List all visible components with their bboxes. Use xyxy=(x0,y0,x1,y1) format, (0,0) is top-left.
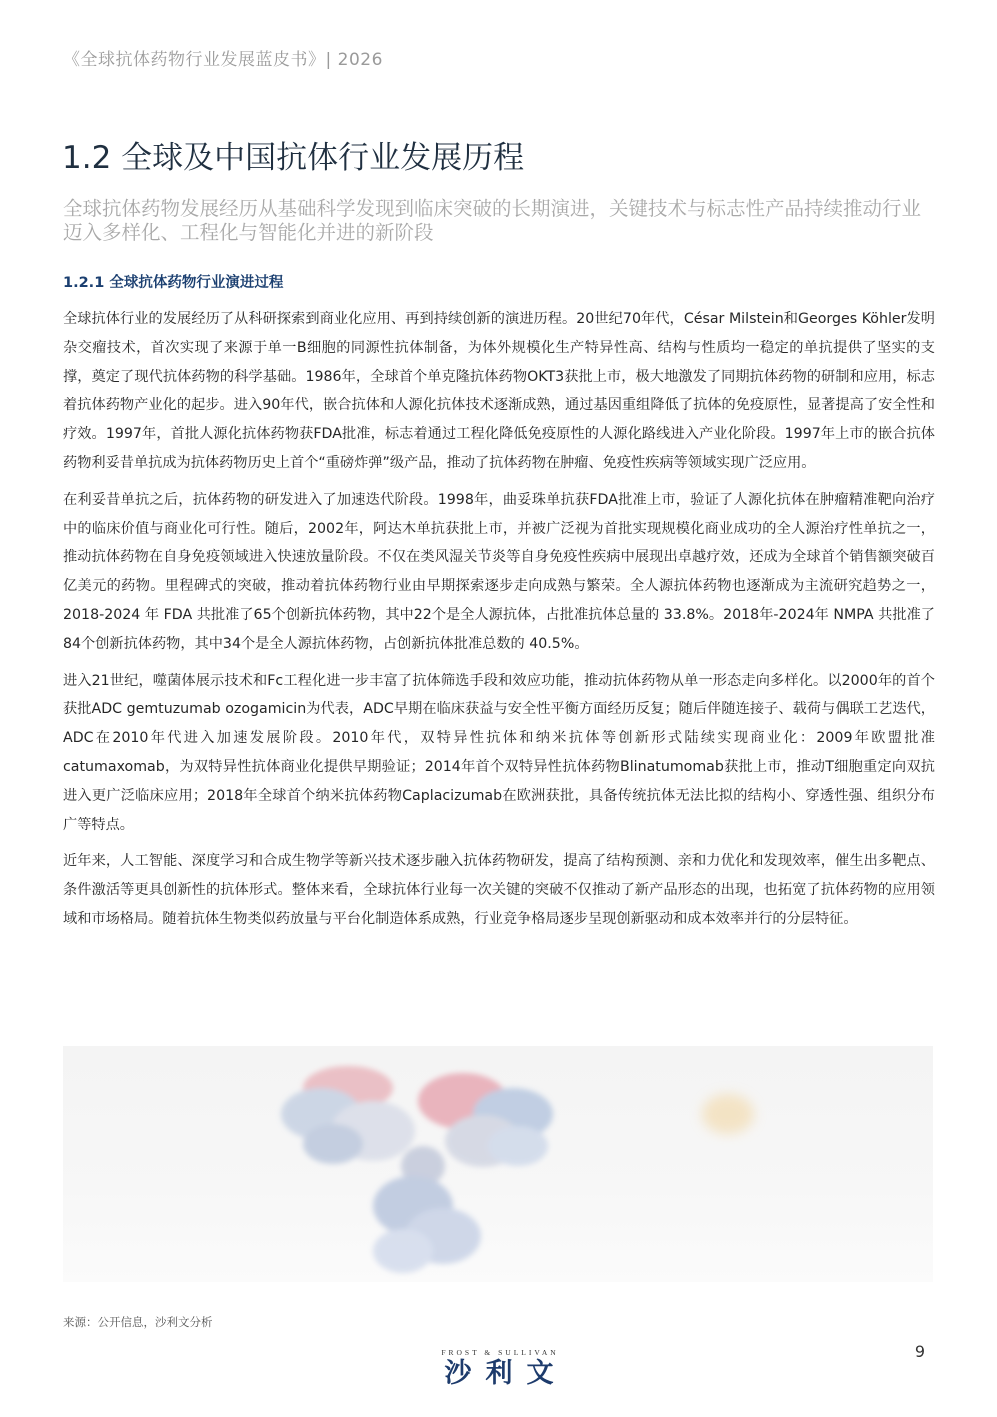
antibody-molecule-image xyxy=(63,1046,933,1282)
antibody-illustration xyxy=(63,1046,933,1282)
subsection-title: 1.2.1 全球抗体药物行业演进过程 xyxy=(63,275,284,291)
paragraph-4: 近年来，人工智能、深度学习和合成生物学等新兴技术逐步融入抗体药物研发，提高了结构预测、亲和力优化和发现效率，催生出多靶点、条件激活等更具创新性的抗体形式。整体来看，全球抗体行业每一次关键的突破不仅推动了新产品形态的出现，也拓宽了抗体药物的应用领域和市场格局。随着抗体生物类似药放量与平台化制造体系成熟，行业竞争格局逐步呈现创新驱动和成本效率并行的分层特征。 xyxy=(63,853,935,927)
figure-source-note: 来源：公开信息，沙利文分析 xyxy=(63,1315,213,1329)
paragraph-2: 在利妥昔单抗之后，抗体药物的研发进入了加速迭代阶段。1998年，曲妥珠单抗获FDA批准上市，验证了人源化抗体在肿瘤精准靶向治疗中的临床价值与商业化可行性。随后，2002年，阿达木单抗获批上市，并被广泛视为首批实现规模化商业成功的全人源治疗性单抗之一，推动抗体药物在自身免疫领域进入快速放量阶段。不仅在类风湿关节炎等自身免疫性疾病中展现出卓越疗效，还成为全球首个销售额突破百亿美元的药物。里程碑式的突破，推动着抗体药物行业由早期探索逐步走向成熟与繁荣。全人源抗体药物也逐渐成为主流研究趋势之一，2018-2024 年 FDA 共批准了65个创新抗体药物，其中22个是全人源抗体，占批准抗体总量的 33.8%。2018年-2024年 NMPA 共批准了84个创新抗体药物，其中34个是全人源抗体药物，占创新抗体批准总数的 40.5%。 xyxy=(63,491,935,652)
body-text xyxy=(63,305,935,942)
section-title: 1.2 全球及中国抗体行业发展历程 xyxy=(62,140,525,176)
paragraph-1: 全球抗体行业的发展经历了从科研探索到商业化应用、再到持续创新的演进历程。20世纪70年代，César Milstein和Georges Köhler发明杂交瘤技术，首次实现了来源于单一B细胞的同源性抗体制备，为体外规模化生产特异性高、结构与性质均一稳定的单抗提供了坚实的支撑，奠定了现代抗体药物的科学基础。1986年，全球首个单克隆抗体药物OKT3获批上市，极大地激发了同期抗体药物的研制和应用，标志着抗体药物产业化的起步。进入90年代，嵌合抗体和人源化抗体技术逐渐成熟，通过基因重组降低了抗体的免疫原性，显著提高了安全性和疗效。1997年，首批人源化抗体药物获FDA批准，标志着通过工程化降低免疫原性的人源化路线进入产业化阶段。1997年上市的嵌合抗体药物利妥昔单抗成为抗体药物历史上首个“重磅炸弹”级产品，推动了抗体药物在肿瘤、免疫性疾病等领域实现广泛应用。 xyxy=(63,311,935,471)
frost-sullivan-logo xyxy=(420,1348,580,1396)
running-header: 《全球抗体药物行业发展蓝皮书》| 2026 xyxy=(63,50,383,70)
page-number: 9 xyxy=(914,1342,925,1361)
section-subtitle: 全球抗体药物发展经历从基础科学发现到临床突破的长期演进，关键技术与标志性产品持续推动行业迈入多样化、工程化与智能化并进的新阶段 xyxy=(63,197,922,244)
logo-chinese: 沙利文 xyxy=(444,1358,568,1389)
logo-english: FROST & SULLIVAN xyxy=(441,1348,559,1357)
paragraph-3: 进入21世纪，噬菌体展示技术和Fc工程化进一步丰富了抗体筛选手段和效应功能，推动抗体药物从单一形态走向多样化。以2000年的首个获批ADC gemtuzumab ozogamicin为代表，ADC早期在临床获益与安全性平衡方面经历反复；随后伴随连接子、载荷与偶联工艺迭代，ADC在2010年代进入加速发展阶段。2010年代，双特异性抗体和纳米抗体等创新形式陆续实现商业化：2009年欧盟批准catumaxomab，为双特异性抗体商业化提供早期验证；2014年首个双特异性抗体药物Blinatumomab获批上市，推动T细胞重定向双抗进入更广泛临床应用；2018年全球首个纳米抗体药物Caplacizumab在欧洲获批，具备传统抗体无法比拟的结构小、穿透性强、组织分布广等特点。 xyxy=(63,672,935,833)
